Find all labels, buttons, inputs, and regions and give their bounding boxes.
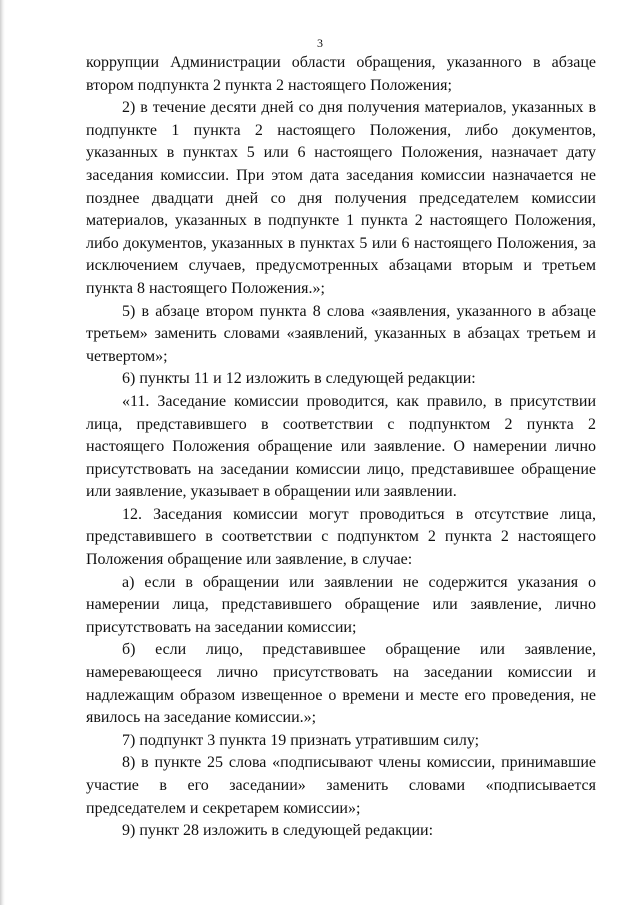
paragraph-clause-12: 12. Заседания комиссии могут проводиться в отсутствие лица, представившего в соответствии с подпунктом 2 пункта 2 настоящего Положения обращение или заявление, в случае: [86, 505, 596, 569]
paragraph-item-6: 6) пункты 11 и 12 изложить в следующей редакции: [122, 370, 476, 388]
paragraph-subclause-a: а) если в обращении или заявлении не содержится указания о намерении лица, представившего обращение или заявление, лично присутствовать на заседании комиссии; [86, 573, 596, 636]
paragraph-subclause-b: б) если лицо, представившее обращение или заявление, намеревающееся лично присутствовать на заседании комиссии и надлежащим образом извещенное о времени и месте его проведения, не явилось на заседание комиссии.»; [86, 641, 596, 727]
page-number: 3 [317, 36, 323, 50]
paragraph-continuation: коррупции Администрации области обращения, указанного в абзаце втором подпункта 2 пункта 2 настоящего Положения; [86, 54, 596, 94]
paragraph-item-2: 2) в течение десяти дней со дня получения материалов, указанных в подпункте 1 пункта 2 настоящего Положения, либо документов, указанных в пунктах 5 или 6 настоящего Положения, назначает дату заседания комиссии. При этом дата заседания комиссии назначается не позднее двадцати дней со дня получения председателем комиссии материалов, указанных в подпункте 1 пункта 2 настоящего Положения, либо документов, указанных в пунктах 5 или 6 настоящего Положения, за исключением случаев, предусмотренных абзацами вторым и третьем пункта 8 настоящего Положения.»; [86, 99, 596, 297]
paragraph-clause-11: «11. Заседание комиссии проводится, как правило, в присутствии лица, представившего в соответствии с подпунктом 2 пункта 2 настоящего Положения обращение или заявление. О намерении лично присутствовать на заседании комиссии лицо, представившее обращение или заявление, указывает в обращении или заявлении. [86, 392, 596, 501]
paragraph-item-7: 7) подпункт 3 пункта 19 признать утратившим силу; [122, 731, 480, 749]
scan-edge-shadow [0, 0, 5, 905]
paragraph-item-5: 5) в абзаце втором пункта 8 слова «заявления, указанного в абзаце третьем» заменить словами «заявлений, указанных в абзацах третьем и четвертом»; [86, 302, 596, 365]
paragraph-item-8: 8) в пункте 25 слова «подписывают члены комиссии, принимавшие участие в его заседании» заменить словами «подписывается председателем и секретарем комиссии»; [86, 754, 596, 817]
document-body [86, 52, 596, 843]
paragraph-item-9: 9) пункт 28 изложить в следующей редакции: [122, 822, 434, 840]
